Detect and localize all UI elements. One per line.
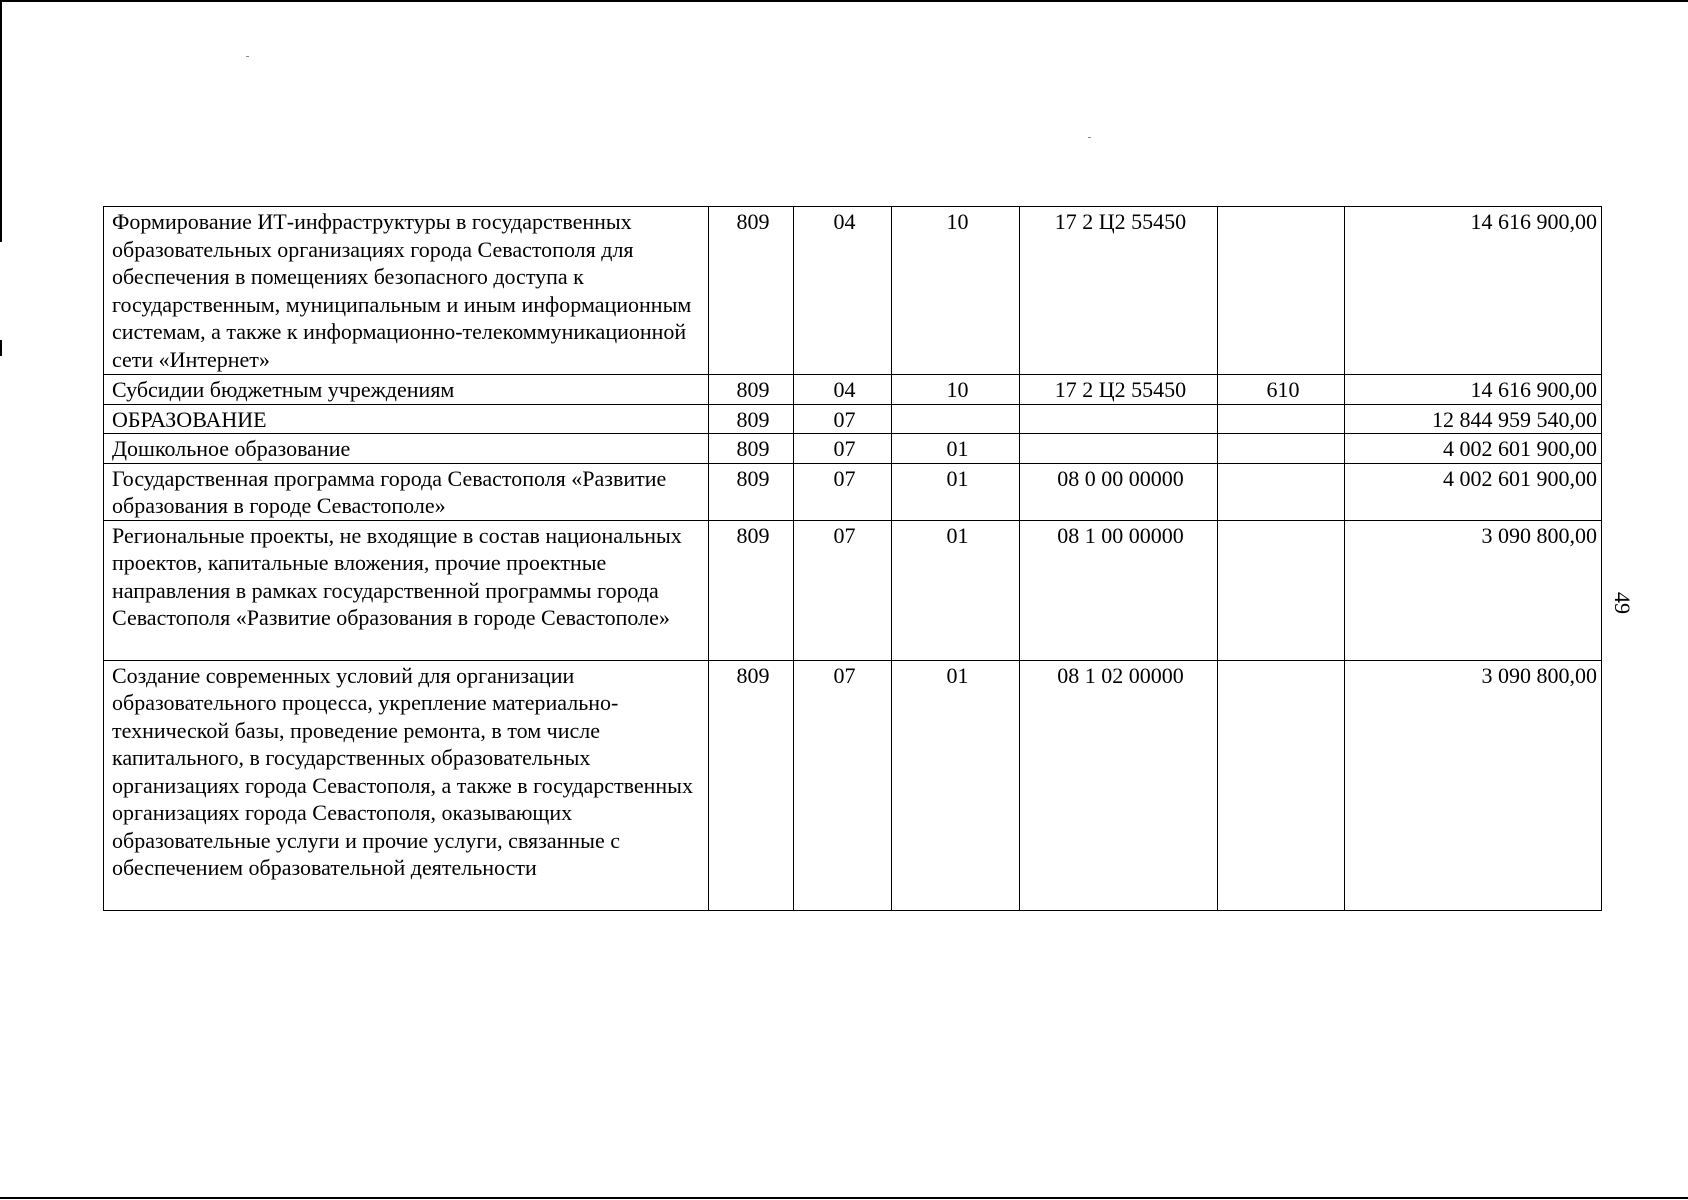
row-sum: 4 002 601 900,00 [1345, 434, 1602, 464]
table-row [104, 375, 1602, 405]
row-expense-type [1218, 434, 1345, 464]
row-subsection-code: 01 [892, 434, 1020, 464]
row-subsection-code: 10 [892, 207, 1020, 375]
row-expense-type [1218, 207, 1345, 375]
row-gr-code: 809 [709, 375, 794, 405]
row-section-code: 07 [794, 404, 892, 434]
row-section-code: 04 [794, 207, 892, 375]
scan-speck [246, 56, 249, 57]
row-name: Государственная программа города Севастополя «Развитие образования в городе Севастополе» [104, 463, 709, 520]
row-name: Формирование ИТ-инфраструктуры в государственных образовательных организациях города Севастополя для обеспечения в помещениях безопасного доступа к государственным, муниципальным и иным информационным системам, а также к информационно-телекоммуникационной сети «Интернет» [104, 207, 709, 375]
page-number: 49 [1610, 592, 1635, 614]
scan-border-left-lower [0, 340, 2, 356]
table-row [104, 207, 1602, 375]
scan-border-left [0, 0, 2, 242]
row-name: Создание современных условий для организации образовательного процесса, укрепление материально-технической базы, проведение ремонта, в том числе капитального, в государственных образовательных организациях города Севастополя, а также в государственных организациях города Севастополя, оказывающих образовательные услуги и прочие услуги, связанные с обеспечением образовательной деятельности [104, 660, 709, 910]
row-section-code: 04 [794, 375, 892, 405]
table-row [104, 660, 1602, 910]
table-row [104, 463, 1602, 520]
row-sum: 14 616 900,00 [1345, 375, 1602, 405]
row-gr-code: 809 [709, 404, 794, 434]
row-expense-type: 610 [1218, 375, 1345, 405]
row-target-article [1020, 404, 1218, 434]
row-sum: 12 844 959 540,00 [1345, 404, 1602, 434]
row-expense-type [1218, 520, 1345, 660]
row-name: Дошкольное образование [104, 434, 709, 464]
row-sum: 3 090 800,00 [1345, 520, 1602, 660]
row-section-code: 07 [794, 463, 892, 520]
row-gr-code: 809 [709, 520, 794, 660]
row-name: Субсидии бюджетным учреждениям [104, 375, 709, 405]
row-gr-code: 809 [709, 660, 794, 910]
row-sum: 3 090 800,00 [1345, 660, 1602, 910]
scan-border-top [0, 0, 1688, 2]
table-row [104, 434, 1602, 464]
row-subsection-code: 01 [892, 520, 1020, 660]
row-target-article: 17 2 Ц2 55450 [1020, 375, 1218, 405]
row-expense-type [1218, 404, 1345, 434]
row-name: Региональные проекты, не входящие в состав национальных проектов, капитальные вложения, прочие проектные направления в рамках государственной программы города Севастополя «Развитие образования в городе Севастополе» [104, 520, 709, 660]
row-subsection-code: 10 [892, 375, 1020, 405]
row-target-article: 08 1 00 00000 [1020, 520, 1218, 660]
scan-border-bottom [0, 1197, 1688, 1199]
row-subsection-code: 01 [892, 463, 1020, 520]
row-subsection-code: 01 [892, 660, 1020, 910]
row-gr-code: 809 [709, 207, 794, 375]
row-section-code: 07 [794, 660, 892, 910]
row-target-article: 17 2 Ц2 55450 [1020, 207, 1218, 375]
row-target-article: 08 1 02 00000 [1020, 660, 1218, 910]
row-gr-code: 809 [709, 463, 794, 520]
row-subsection-code [892, 404, 1020, 434]
row-target-article: 08 0 00 00000 [1020, 463, 1218, 520]
scan-speck [1088, 137, 1091, 138]
row-section-code: 07 [794, 520, 892, 660]
table-row [104, 404, 1602, 434]
row-expense-type [1218, 660, 1345, 910]
row-sum: 14 616 900,00 [1345, 207, 1602, 375]
row-sum: 4 002 601 900,00 [1345, 463, 1602, 520]
row-name: ОБРАЗОВАНИЕ [104, 404, 709, 434]
row-gr-code: 809 [709, 434, 794, 464]
table-row [104, 520, 1602, 660]
row-section-code: 07 [794, 434, 892, 464]
budget-table [103, 206, 1602, 911]
row-target-article [1020, 434, 1218, 464]
row-expense-type [1218, 463, 1345, 520]
